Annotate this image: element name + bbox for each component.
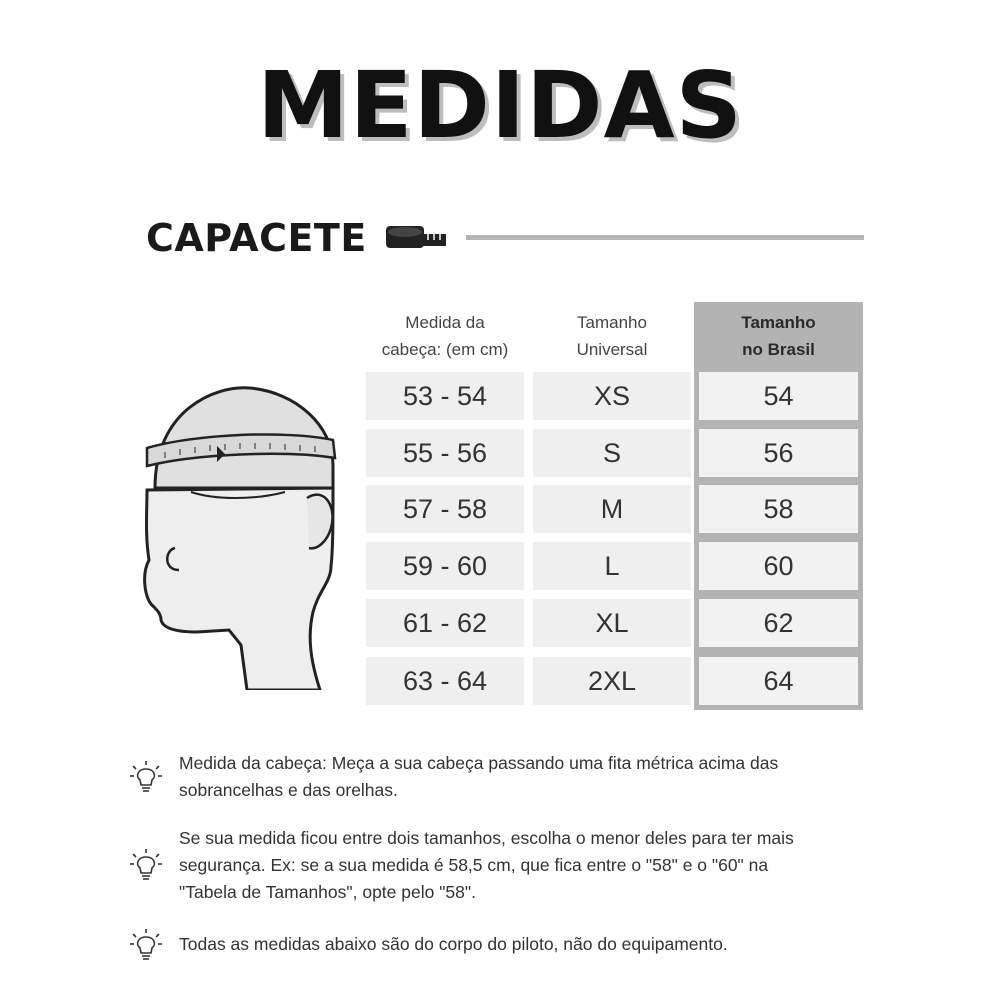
table-cell-medida: 57 - 58 bbox=[366, 485, 524, 533]
measuring-tape-icon bbox=[384, 220, 448, 252]
table-cell-medida: 63 - 64 bbox=[366, 657, 524, 705]
table-cell-universal: M bbox=[533, 485, 691, 533]
table-cell-universal: L bbox=[533, 542, 691, 590]
table-cell-medida: 61 - 62 bbox=[366, 599, 524, 647]
note-medida-cabeca: Medida da cabeça: Meça a sua cabeça passando uma fita métrica acima das sobrancelhas e das orelhas. bbox=[179, 753, 779, 800]
table-cell-universal: XS bbox=[533, 372, 691, 420]
table-cell-brasil: 62 bbox=[699, 599, 858, 647]
table-cell-universal: S bbox=[533, 429, 691, 477]
column-header-medida: Medida da cabeça: (em cm) bbox=[381, 313, 509, 359]
table-cell-universal: XL bbox=[533, 599, 691, 647]
table-cell-brasil: 58 bbox=[699, 485, 858, 533]
table-cell-medida: 59 - 60 bbox=[366, 542, 524, 590]
table-cell-brasil: 56 bbox=[699, 429, 858, 477]
head-measurement-illustration bbox=[135, 370, 345, 690]
section-title: CAPACETE bbox=[146, 216, 367, 260]
lightbulb-icon bbox=[129, 760, 163, 796]
table-cell-brasil: 54 bbox=[699, 372, 858, 420]
column-header-brasil: Tamanho no Brasil bbox=[698, 302, 859, 370]
table-cell-brasil: 64 bbox=[699, 657, 858, 705]
table-cell-brasil: 60 bbox=[699, 542, 858, 590]
lightbulb-icon bbox=[129, 848, 163, 884]
page-title: MEDIDAS bbox=[257, 52, 743, 159]
column-header-universal: Tamanho Universal bbox=[576, 313, 648, 359]
table-cell-universal: 2XL bbox=[533, 657, 691, 705]
lightbulb-icon bbox=[129, 928, 163, 964]
table-cell-medida: 53 - 54 bbox=[366, 372, 524, 420]
table-cell-medida: 55 - 56 bbox=[366, 429, 524, 477]
section-divider bbox=[466, 235, 864, 240]
note-corpo-piloto: Todas as medidas abaixo são do corpo do piloto, não do equipamento. bbox=[179, 934, 728, 954]
note-entre-tamanhos: Se sua medida ficou entre dois tamanhos, escolha o menor deles para ter mais segurança. Ex: se a sua medida é 58,5 cm, que fica entre o "58" e o "60" na "Tabela de Tamanhos", opte pelo "58". bbox=[179, 828, 794, 902]
